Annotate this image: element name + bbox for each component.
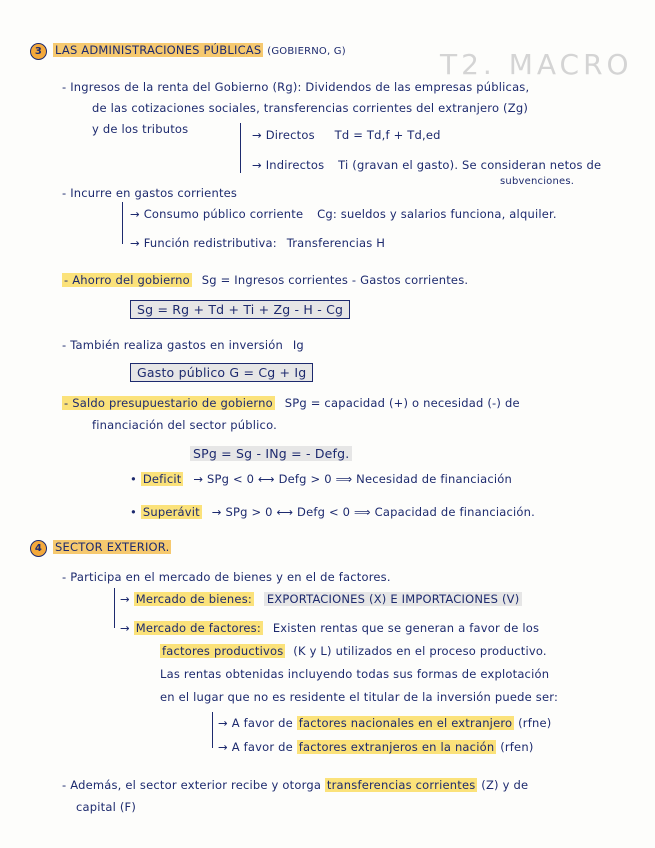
rent-foreign-code: (rfen)	[500, 740, 534, 754]
tax-indirect-row: → Indirectos Ti (gravan el gasto). Se consideran netos de	[252, 158, 602, 172]
text-line: en el lugar que no es residente el titular de la inversión puede ser:	[160, 690, 559, 704]
text-line: - Incurre en gastos corrientes	[62, 186, 238, 200]
text-line: Las rentas obtenidas incluyendo todas sus formas de explotación	[160, 667, 550, 681]
market-factors-label: Mercado de factores:	[135, 621, 261, 635]
investment-row	[62, 338, 304, 352]
formula-public-spending	[130, 365, 313, 380]
expense-consumption-label: Consumo público corriente	[143, 207, 304, 221]
tax-direct-label: Directos	[265, 128, 315, 142]
rent-foreign-highlight: factores extranjeros en la nación	[298, 740, 495, 754]
brace-line	[114, 588, 115, 628]
market-factors-row: → Mercado de factores: Existen rentas que se generan a favor de los	[120, 621, 540, 635]
transfers-suffix: (Z) y de	[481, 778, 529, 792]
section-3-heading	[30, 43, 346, 60]
rent-national-code: (rfne)	[518, 716, 552, 730]
formula-box: Sg = Rg + Td + Ti + Zg - H - Cg	[130, 300, 350, 319]
market-factors-text: Existen rentas que se generan a favor de los	[272, 621, 540, 635]
text-line: capital (F)	[76, 800, 137, 814]
section-4-heading	[30, 540, 171, 557]
rent-national-highlight: factores nacionales en el extranjero	[298, 716, 513, 730]
rent-national-prefix: A favor de	[231, 716, 293, 730]
formula-savings	[130, 302, 350, 317]
factors-text: (K y L) utilizados en el proceso productivo.	[293, 644, 547, 658]
section-number-badge: 4	[30, 540, 47, 557]
expense-redistribution-text: Transferencias H	[286, 236, 386, 250]
market-goods-text: EXPORTACIONES (X) E IMPORTACIONES (V)	[264, 592, 523, 606]
tax-direct-row: → Directos Td = Td,f + Td,ed	[252, 128, 441, 142]
brace-line	[240, 123, 241, 173]
deficit-text: → SPg < 0 ⟷ Defg > 0 ⟹ Necesidad de financiación	[193, 472, 513, 486]
budget-balance-text: SPg = capacidad (+) o necesidad (-) de	[284, 396, 520, 410]
factors-line-2	[160, 644, 547, 658]
tax-indirect-text: Ti (gravan el gasto). Se consideran netos de	[338, 158, 602, 172]
surplus-label: Superávit	[142, 505, 200, 519]
expense-consumption-text: Cg: sueldos y salarios funciona, alquiler.	[317, 207, 557, 221]
transfers-prefix: - Además, el sector exterior recibe y otorga	[62, 778, 322, 792]
market-goods-label: Mercado de bienes:	[135, 592, 252, 606]
savings-row	[62, 273, 468, 287]
text-line: de las cotizaciones sociales, transferencias corrientes del extranjero (Zg)	[92, 101, 529, 115]
market-goods-row: → Mercado de bienes: EXPORTACIONES (X) E IMPORTACIONES (V)	[120, 592, 522, 606]
savings-text: Sg = Ingresos corrientes - Gastos corrientes.	[201, 273, 469, 287]
text-line: y de los tributos	[92, 122, 189, 136]
formula-box: Gasto público G = Cg + Ig	[130, 363, 313, 382]
transfers-highlight: transferencias corrientes	[326, 778, 476, 792]
text-line: - Participa en el mercado de bienes y en el de factores.	[62, 570, 391, 584]
section-number-badge: 3	[30, 43, 47, 60]
surplus-text: → SPg > 0 ⟷ Defg < 0 ⟹ Capacidad de financiación.	[211, 505, 535, 519]
formula-budget	[190, 446, 352, 461]
budget-balance-label: - Saldo presupuestario de gobierno	[64, 396, 273, 410]
text-line: subvenciones.	[500, 176, 575, 187]
expense-redistribution-row: → Función redistributiva: Transferencias H	[130, 236, 386, 250]
budget-balance-row	[62, 396, 520, 410]
deficit-row: • Deficit → SPg < 0 ⟷ Defg > 0 ⟹ Necesidad de financiación	[130, 472, 513, 486]
section-subtitle: (GOBIERNO, G)	[267, 46, 346, 57]
investment-label: - También realiza gastos en inversión	[62, 338, 283, 352]
brace-line	[212, 712, 213, 748]
section-title: LAS ADMINISTRACIONES PÚBLICAS	[55, 43, 262, 57]
formula-highlight: SPg = Sg - INg = - Defg.	[190, 446, 352, 461]
deficit-label: Deficit	[142, 472, 182, 486]
watermark-text: T2. MACRO	[440, 48, 633, 81]
savings-label: - Ahorro del gobierno	[64, 273, 190, 287]
investment-symbol: Ig	[292, 338, 304, 352]
tax-indirect-label: Indirectos	[265, 158, 325, 172]
section-title: SECTOR EXTERIOR.	[55, 540, 170, 554]
expense-redistribution-label: Función redistributiva:	[143, 236, 277, 250]
expense-consumption-row: → Consumo público corriente Cg: sueldos y salarios funciona, alquiler.	[130, 207, 557, 221]
transfers-row	[62, 778, 528, 792]
rent-national-row: → A favor de factores nacionales en el extranjero (rfne)	[218, 716, 552, 730]
text-line: - Ingresos de la renta del Gobierno (Rg): Dividendos de las empresas públicas,	[62, 80, 530, 94]
text-line: financiación del sector público.	[92, 418, 277, 432]
brace-line	[122, 202, 123, 244]
tax-direct-formula: Td = Td,f + Td,ed	[334, 128, 441, 142]
rent-foreign-row: → A favor de factores extranjeros en la nación (rfen)	[218, 740, 534, 754]
factors-highlight: factores productivos	[162, 644, 284, 658]
rent-foreign-prefix: A favor de	[231, 740, 293, 754]
surplus-row: • Superávit → SPg > 0 ⟷ Defg < 0 ⟹ Capacidad de financiación.	[130, 505, 535, 519]
